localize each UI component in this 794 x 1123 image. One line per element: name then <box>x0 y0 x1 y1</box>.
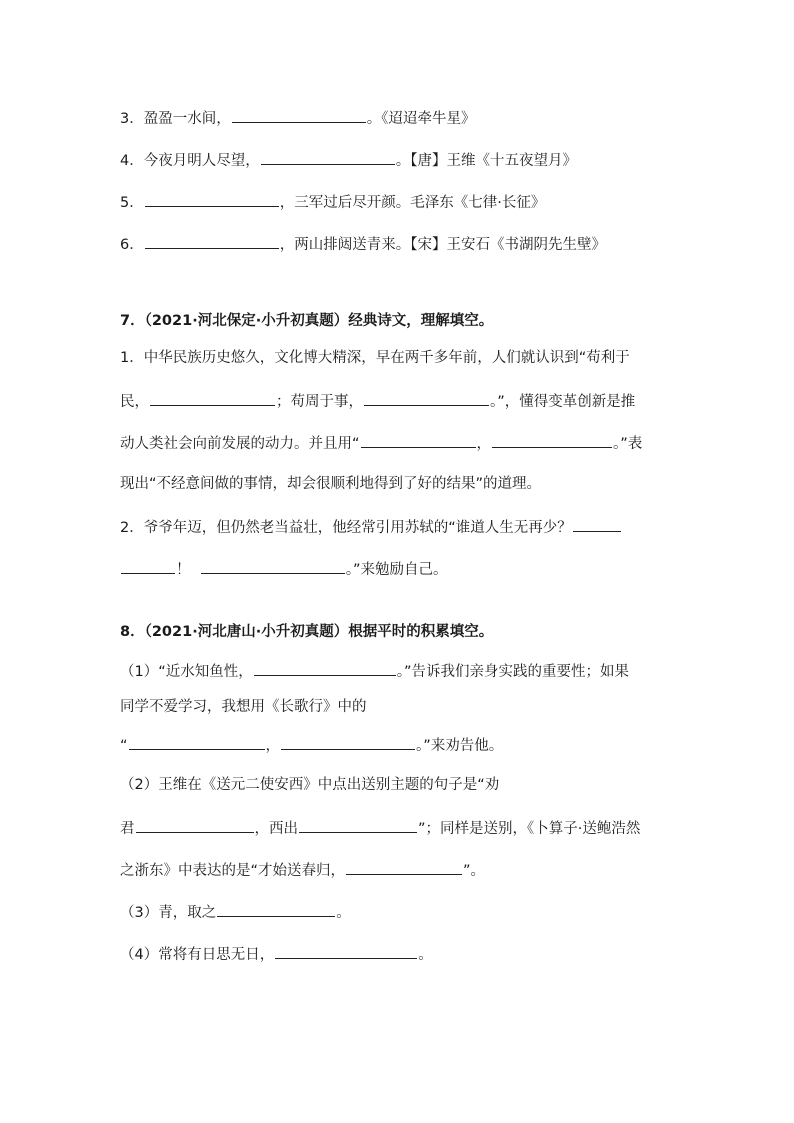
answer-blank[interactable] <box>299 817 417 833</box>
text: 。 <box>336 905 351 921</box>
answer-blank[interactable] <box>361 432 476 448</box>
text: 民， <box>120 394 149 410</box>
question-8-title: 8．（2021·河北唐山·小升初真题）根据平时的积累填空。 <box>120 624 494 640</box>
text: 君 <box>120 821 135 837</box>
item-number: 3． <box>120 111 144 127</box>
answer-blank[interactable] <box>492 432 612 448</box>
text: 动人类社会向前发展的动力。并且用“ <box>120 436 360 452</box>
q8-line-3 <box>120 734 503 756</box>
q7-line-6 <box>120 558 447 580</box>
text: “ <box>120 738 128 754</box>
q8-line-5 <box>120 817 640 839</box>
answer-blank[interactable] <box>573 516 621 532</box>
text: 2．爷爷年迈，但仍然老当益壮，他经常引用苏轼的“谁道人生无再少？ <box>120 520 572 536</box>
q8-line-6 <box>120 859 485 881</box>
text: ！ <box>176 562 191 578</box>
q7-line-3 <box>120 432 642 454</box>
text: ”。 <box>463 863 486 879</box>
answer-blank[interactable] <box>136 817 254 833</box>
item-text: 盈盈一水间， <box>143 111 231 127</box>
text: ，西出 <box>254 821 298 837</box>
item-text: ，两山排闼送青来。【宋】王安石《书湖阴先生壁》 <box>279 237 606 253</box>
text: 。”，懂得变革创新是推 <box>490 394 636 410</box>
item-number: 4． <box>120 153 144 169</box>
answer-blank[interactable] <box>261 149 395 165</box>
question-7-title: 7．（2021·河北保定·小升初真题）经典诗文，理解填空。 <box>120 313 494 329</box>
answer-blank[interactable] <box>150 390 275 406</box>
q7-line-1: 1．中华民族历史悠久，文化博大精深，早在两千多年前，人们就认识到“苟利于 <box>120 350 630 366</box>
text: （4）常将有日思无日， <box>120 947 275 963</box>
text: （1）“近水知鱼性， <box>120 664 253 680</box>
text: ；苟周于事， <box>276 394 363 410</box>
text: 。 <box>418 947 433 963</box>
item-number: 6． <box>120 237 144 253</box>
q8-line-8 <box>120 943 433 965</box>
answer-blank[interactable] <box>254 660 396 676</box>
text: 。”来劝告他。 <box>416 738 504 754</box>
answer-blank[interactable] <box>201 558 345 574</box>
q8-line-1 <box>120 660 629 682</box>
item-text: 。【唐】王维《十五夜望月》 <box>395 153 577 169</box>
question-item-4 <box>120 149 577 171</box>
item-text: ，三军过后尽开颜。毛泽东《七律·长征》 <box>279 195 546 211</box>
text: 之浙东》中表达的是“才始送春归， <box>120 863 346 879</box>
text: ， <box>476 436 492 452</box>
answer-blank[interactable] <box>275 943 417 959</box>
q7-line-2 <box>120 390 635 412</box>
answer-blank[interactable] <box>232 107 366 123</box>
text: 。”表 <box>613 436 643 452</box>
answer-blank[interactable] <box>121 558 175 574</box>
item-number: 5． <box>120 195 144 211</box>
q8-line-7 <box>120 901 351 923</box>
answer-blank[interactable] <box>145 191 279 207</box>
answer-blank[interactable] <box>145 233 279 249</box>
text: ”；同样是送别，《卜算子·送鲍浩然 <box>418 821 641 837</box>
answer-blank[interactable] <box>364 390 489 406</box>
text: （3）青，取之 <box>120 905 217 921</box>
q8-line-4: （2）王维在《送元二使安西》中点出送别主题的句子是“劝 <box>120 777 500 793</box>
question-item-6 <box>120 233 606 255</box>
answer-blank[interactable] <box>129 734 265 750</box>
q7-line-5 <box>120 516 622 538</box>
text: 。”来勉励自己。 <box>345 562 448 578</box>
question-item-3 <box>120 107 475 129</box>
answer-blank[interactable] <box>281 734 415 750</box>
text: 。”告诉我们亲身实践的重要性；如果 <box>396 664 630 680</box>
item-text: 。《迢迢牵牛星》 <box>366 111 476 127</box>
q7-line-4: 现出“不经意间做的事情，却会很顺利地得到了好的结果”的道理。 <box>120 476 542 492</box>
text: ， <box>265 738 281 754</box>
answer-blank[interactable] <box>217 901 335 917</box>
answer-blank[interactable] <box>346 859 462 875</box>
item-text: 今夜月明人尽望， <box>143 153 260 169</box>
q8-line-2: 同学不爱学习，我想用《长歌行》中的 <box>120 699 367 715</box>
question-item-5 <box>120 191 545 213</box>
